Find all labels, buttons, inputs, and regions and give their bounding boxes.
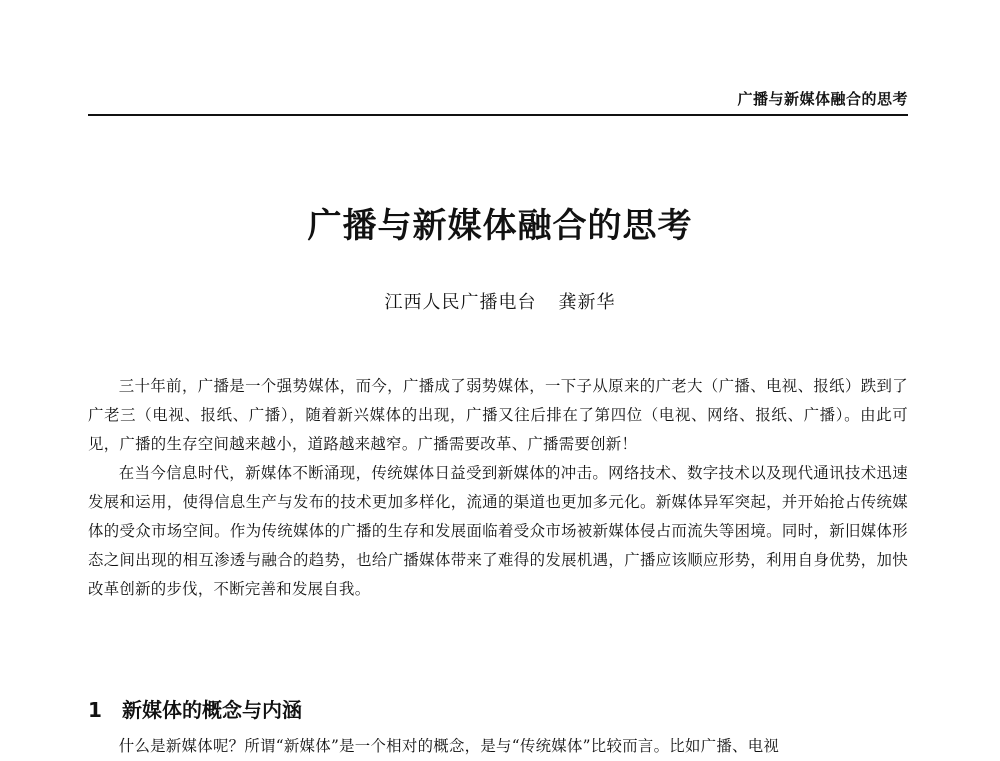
section-number: 1 bbox=[88, 698, 102, 722]
running-header: 广播与新媒体融合的思考 bbox=[737, 90, 908, 108]
section-heading bbox=[88, 694, 302, 723]
section-body bbox=[88, 732, 908, 761]
affiliation: 江西人民广播电台 bbox=[384, 292, 537, 313]
section-paragraph: 什么是新媒体呢？所谓“新媒体”是一个相对的概念，是与“传统媒体”比较而言。比如广播、电视 bbox=[118, 737, 780, 755]
header-rule bbox=[88, 114, 908, 116]
byline bbox=[0, 288, 1000, 314]
article-title: 广播与新媒体融合的思考 bbox=[307, 206, 693, 246]
paragraph-2: 在当今信息时代，新媒体不断涌现，传统媒体日益受到新媒体的冲击。网络技术、数字技术以及现代通讯技术迅速发展和运用，使得信息生产与发布的技术更加多样化，流通的渠道也更加多元化。新媒体异军突起，并开始抢占传统媒体的受众市场空间。作为传统媒体的广播的生存和发展面临着受众市场被新媒体侵占而流失等困境。同时，新旧媒体形态之间出现的相互渗透与融合的趋势，也给广播媒体带来了难得的发展机遇，广播应该顺应形势，利用自身优势，加快改革创新的步伐，不断完善和发展自我。 bbox=[88, 464, 908, 598]
author: 龚新华 bbox=[558, 292, 616, 313]
article-body bbox=[88, 372, 908, 604]
section-title: 新媒体的概念与内涵 bbox=[122, 698, 302, 722]
paragraph-1: 三十年前，广播是一个强势媒体，而今，广播成了弱势媒体，一下子从原来的广老大（广播、电视、报纸）跌到了广老三（电视、报纸、广播），随着新兴媒体的出现，广播又往后排在了第四位（电视、网络、报纸、广播）。由此可见，广播的生存空间越来越小，道路越来越窄。广播需要改革、广播需要创新！ bbox=[88, 377, 908, 453]
